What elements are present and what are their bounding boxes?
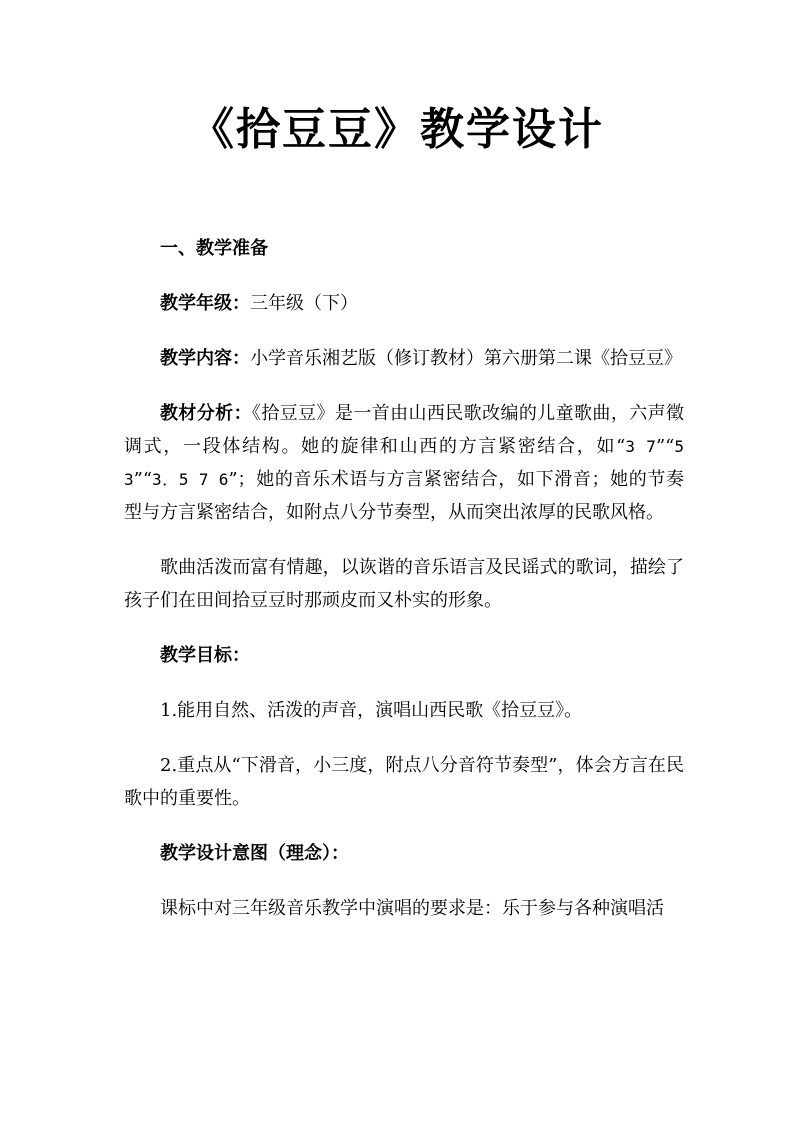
- content-label: 教学内容：: [160, 348, 250, 369]
- analysis-notation-2: 5 3: [124, 437, 684, 489]
- goal-item-1: 1.能用自然、活泼的声音，演唱山西民歌《拾豆豆》。: [160, 700, 583, 721]
- analysis-paragraph: [124, 397, 684, 529]
- grade-label: 教学年级：: [160, 293, 250, 314]
- grade-value: 三年级（下）: [250, 293, 358, 314]
- grade-paragraph: [124, 287, 684, 320]
- document-title: 《拾豆豆》教学设计: [190, 104, 604, 155]
- prep-heading-text: 一、教学准备: [160, 238, 268, 259]
- analysis-label: 教材分析：: [160, 403, 252, 424]
- content-value: 小学音乐湘艺版（修订教材）第六册第二课《拾豆豆》: [250, 348, 682, 369]
- analysis-text-2: ”“: [655, 436, 675, 457]
- goals-heading-text: 教学目标：: [160, 645, 250, 666]
- intent-paragraph: 课标中对三年级音乐教学中演唱的要求是：乐于参与各种演唱活: [160, 898, 664, 919]
- analysis-text-4: ”；她的音乐术语与方言紧密结合，如下滑音；她的节奏型与方言紧密结合，如附点八分节奏型，从而突出浓厚的民歌风格。: [124, 469, 684, 523]
- lyrics-paragraph: 歌曲活泼而富有情趣，以诙谐的音乐语言及民谣式的歌词，描绘了孩子们在田间拾豆豆时那顽皮而又朴实的形象。: [124, 557, 684, 611]
- prep-heading: [124, 232, 684, 265]
- document-body: [124, 232, 684, 947]
- goals-heading: [124, 639, 684, 672]
- analysis-text-3: ”“: [133, 469, 153, 490]
- intent-heading-text: 教学设计意图（理念）：: [160, 843, 349, 864]
- analysis-notation-3: 3．5 7 6: [152, 470, 229, 489]
- intent-heading: [124, 837, 684, 870]
- analysis-notation-1: 3 7: [625, 437, 656, 456]
- analysis-text-1: 《拾豆豆》是一首由山西民歌改编的儿童歌曲，六声徵调式，一段体结构。她的旋律和山西的方言紧密结合，如“: [124, 403, 685, 457]
- goal-item-2: 2.重点从“下滑音，小三度，附点八分音符节奏型”，体会方言在民歌中的重要性。: [124, 755, 684, 809]
- content-paragraph: [124, 342, 684, 375]
